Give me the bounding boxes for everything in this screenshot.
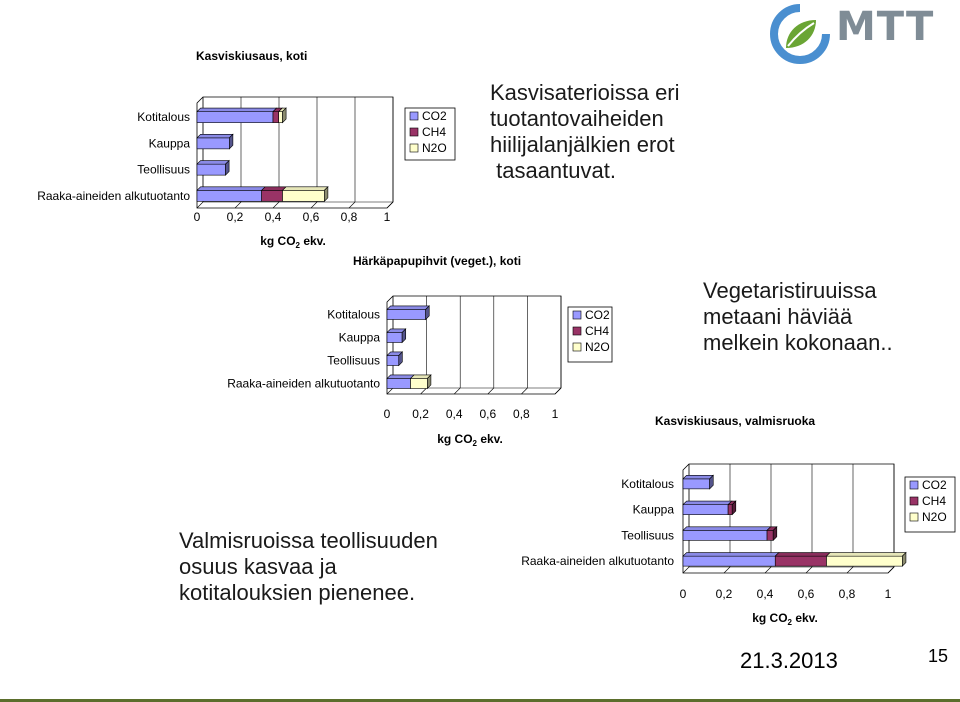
chart-kasviskiusaus-valmisruoka <box>521 414 955 627</box>
x-axis-label: kg $CO_2$ ekv. <box>260 234 326 250</box>
x-tick-label: 0,4 <box>264 210 282 224</box>
bar-segment-ch4 <box>767 530 773 540</box>
bar-top-face <box>387 375 414 379</box>
text-line: tuotantovaiheiden <box>490 106 664 131</box>
legend-label: CO2 <box>422 109 447 123</box>
x-tick-label: 0,4 <box>445 407 463 421</box>
logo-text: MTT <box>836 4 935 50</box>
bar-top-face <box>683 475 713 479</box>
bar-top-face <box>197 134 233 138</box>
x-axis-label: kg $CO_2$ ekv. <box>437 432 503 448</box>
bar-segment-co2 <box>387 379 411 389</box>
legend-swatch-n2o <box>910 513 918 521</box>
x-tick-label: 0,4 <box>756 587 774 601</box>
bar-top-face <box>683 501 732 505</box>
x-tick-label: 1 <box>551 407 559 421</box>
bar-segment-co2 <box>387 333 402 343</box>
text-line: tasaantuvat. <box>490 158 616 183</box>
bar-segment-ch4 <box>262 190 283 201</box>
chart-title: Kasviskiusaus, valmisruoka <box>655 414 816 428</box>
legend-swatch-ch4 <box>910 497 918 505</box>
x-tick-label: 0,6 <box>302 210 320 224</box>
text-line: Kasvisaterioissa eri <box>490 80 680 105</box>
x-tick-label: 0,6 <box>479 407 497 421</box>
text-line: Valmisruoissa teollisuuden <box>179 528 438 553</box>
legend-swatch-ch4 <box>573 327 581 335</box>
bar-segment-co2 <box>197 164 226 175</box>
text-line: Vegetaristiruuissa <box>703 278 877 303</box>
bar-top-face <box>683 527 771 531</box>
category-label: Kauppa <box>338 330 380 345</box>
x-tick-label: 0,2 <box>715 587 733 601</box>
text-line: metaani häviää <box>703 304 853 329</box>
legend-swatch-n2o <box>573 343 581 351</box>
bar-top-face <box>683 553 779 557</box>
legend-swatch-co2 <box>410 112 418 120</box>
bar-segment-ch4 <box>273 112 279 123</box>
text-line: osuus kasvaa ja <box>179 554 337 579</box>
text-line: melkein kokonaan.. <box>703 330 893 355</box>
category-label: Teollisuus <box>137 162 190 177</box>
category-label: Raaka-aineiden alkutuotanto <box>521 554 674 569</box>
bar-segment-co2 <box>683 530 767 540</box>
x-tick-label: 0,8 <box>340 210 358 224</box>
category-label: Kotitalous <box>327 307 380 322</box>
page-number: 15 <box>928 646 949 666</box>
bar-segment-co2 <box>683 479 710 489</box>
legend-swatch-co2 <box>910 481 918 489</box>
bar-segment-co2 <box>683 556 775 566</box>
bar-segment-n2o <box>283 190 325 201</box>
legend-label: N2O <box>585 340 610 354</box>
bar-top-face <box>387 306 429 310</box>
chart-harkapapupihvit-koti <box>227 254 612 448</box>
slide-date: 21.3.2013 <box>740 648 838 673</box>
category-label: Teollisuus <box>327 353 380 368</box>
legend-label: CH4 <box>422 125 447 139</box>
x-tick-label: 0,8 <box>513 407 530 421</box>
legend-label: CH4 <box>922 494 947 508</box>
bar-top-face <box>775 553 830 557</box>
category-label: Kauppa <box>148 136 190 151</box>
category-label: Raaka-aineiden alkutuotanto <box>37 188 190 203</box>
bar-segment-n2o <box>827 556 903 566</box>
bar-segment-ch4 <box>775 556 826 566</box>
x-tick-label: 0,2 <box>412 407 429 421</box>
bar-segment-co2 <box>197 190 262 201</box>
x-tick-label: 0 <box>193 210 201 224</box>
category-label: Kotitalous <box>621 476 674 491</box>
category-label: Kauppa <box>632 502 674 517</box>
x-tick-label: 0,8 <box>838 587 856 601</box>
legend-swatch-ch4 <box>410 128 418 136</box>
category-label: Teollisuus <box>621 528 674 543</box>
bar-top-face <box>197 187 265 191</box>
legend-label: N2O <box>922 510 947 524</box>
x-tick-label: 0 <box>383 407 391 421</box>
bar-segment-co2 <box>683 505 728 515</box>
bar-segment-n2o <box>279 112 283 123</box>
legend-label: CO2 <box>585 308 610 322</box>
legend-swatch-co2 <box>573 311 581 319</box>
bar-segment-n2o <box>411 379 428 389</box>
legend-label: N2O <box>422 141 447 155</box>
chart-title: Kasviskiusaus, koti <box>196 49 308 63</box>
legend-label: CH4 <box>585 324 610 338</box>
x-tick-label: 0 <box>679 587 687 601</box>
text-line: kotitalouksien pienenee. <box>179 580 416 605</box>
chart-kasviskiusaus-koti <box>37 49 455 250</box>
legend-swatch-n2o <box>410 144 418 152</box>
bar-segment-co2 <box>387 310 426 320</box>
x-tick-label: 0,6 <box>797 587 815 601</box>
bar-top-face <box>283 187 328 191</box>
x-tick-label: 1 <box>884 587 892 601</box>
x-tick-label: 0,2 <box>226 210 244 224</box>
chart-title: Härkäpapupihvit (veget.), koti <box>353 254 522 268</box>
bar-segment-ch4 <box>728 505 732 515</box>
x-tick-label: 1 <box>383 210 391 224</box>
bar-top-face <box>262 187 287 191</box>
category-label: Kotitalous <box>137 110 190 125</box>
legend-label: CO2 <box>922 478 947 492</box>
category-label: Raaka-aineiden alkutuotanto <box>227 376 380 391</box>
bar-segment-co2 <box>197 112 273 123</box>
bar-top-face <box>197 108 277 112</box>
bar-segment-co2 <box>387 356 399 366</box>
x-axis-label: kg $CO_2$ ekv. <box>752 611 818 627</box>
bar-segment-co2 <box>197 138 229 149</box>
text-line: hiilijalanjälkien erot <box>490 132 675 157</box>
bar-top-face <box>827 553 906 557</box>
bar-top-face <box>197 161 229 165</box>
